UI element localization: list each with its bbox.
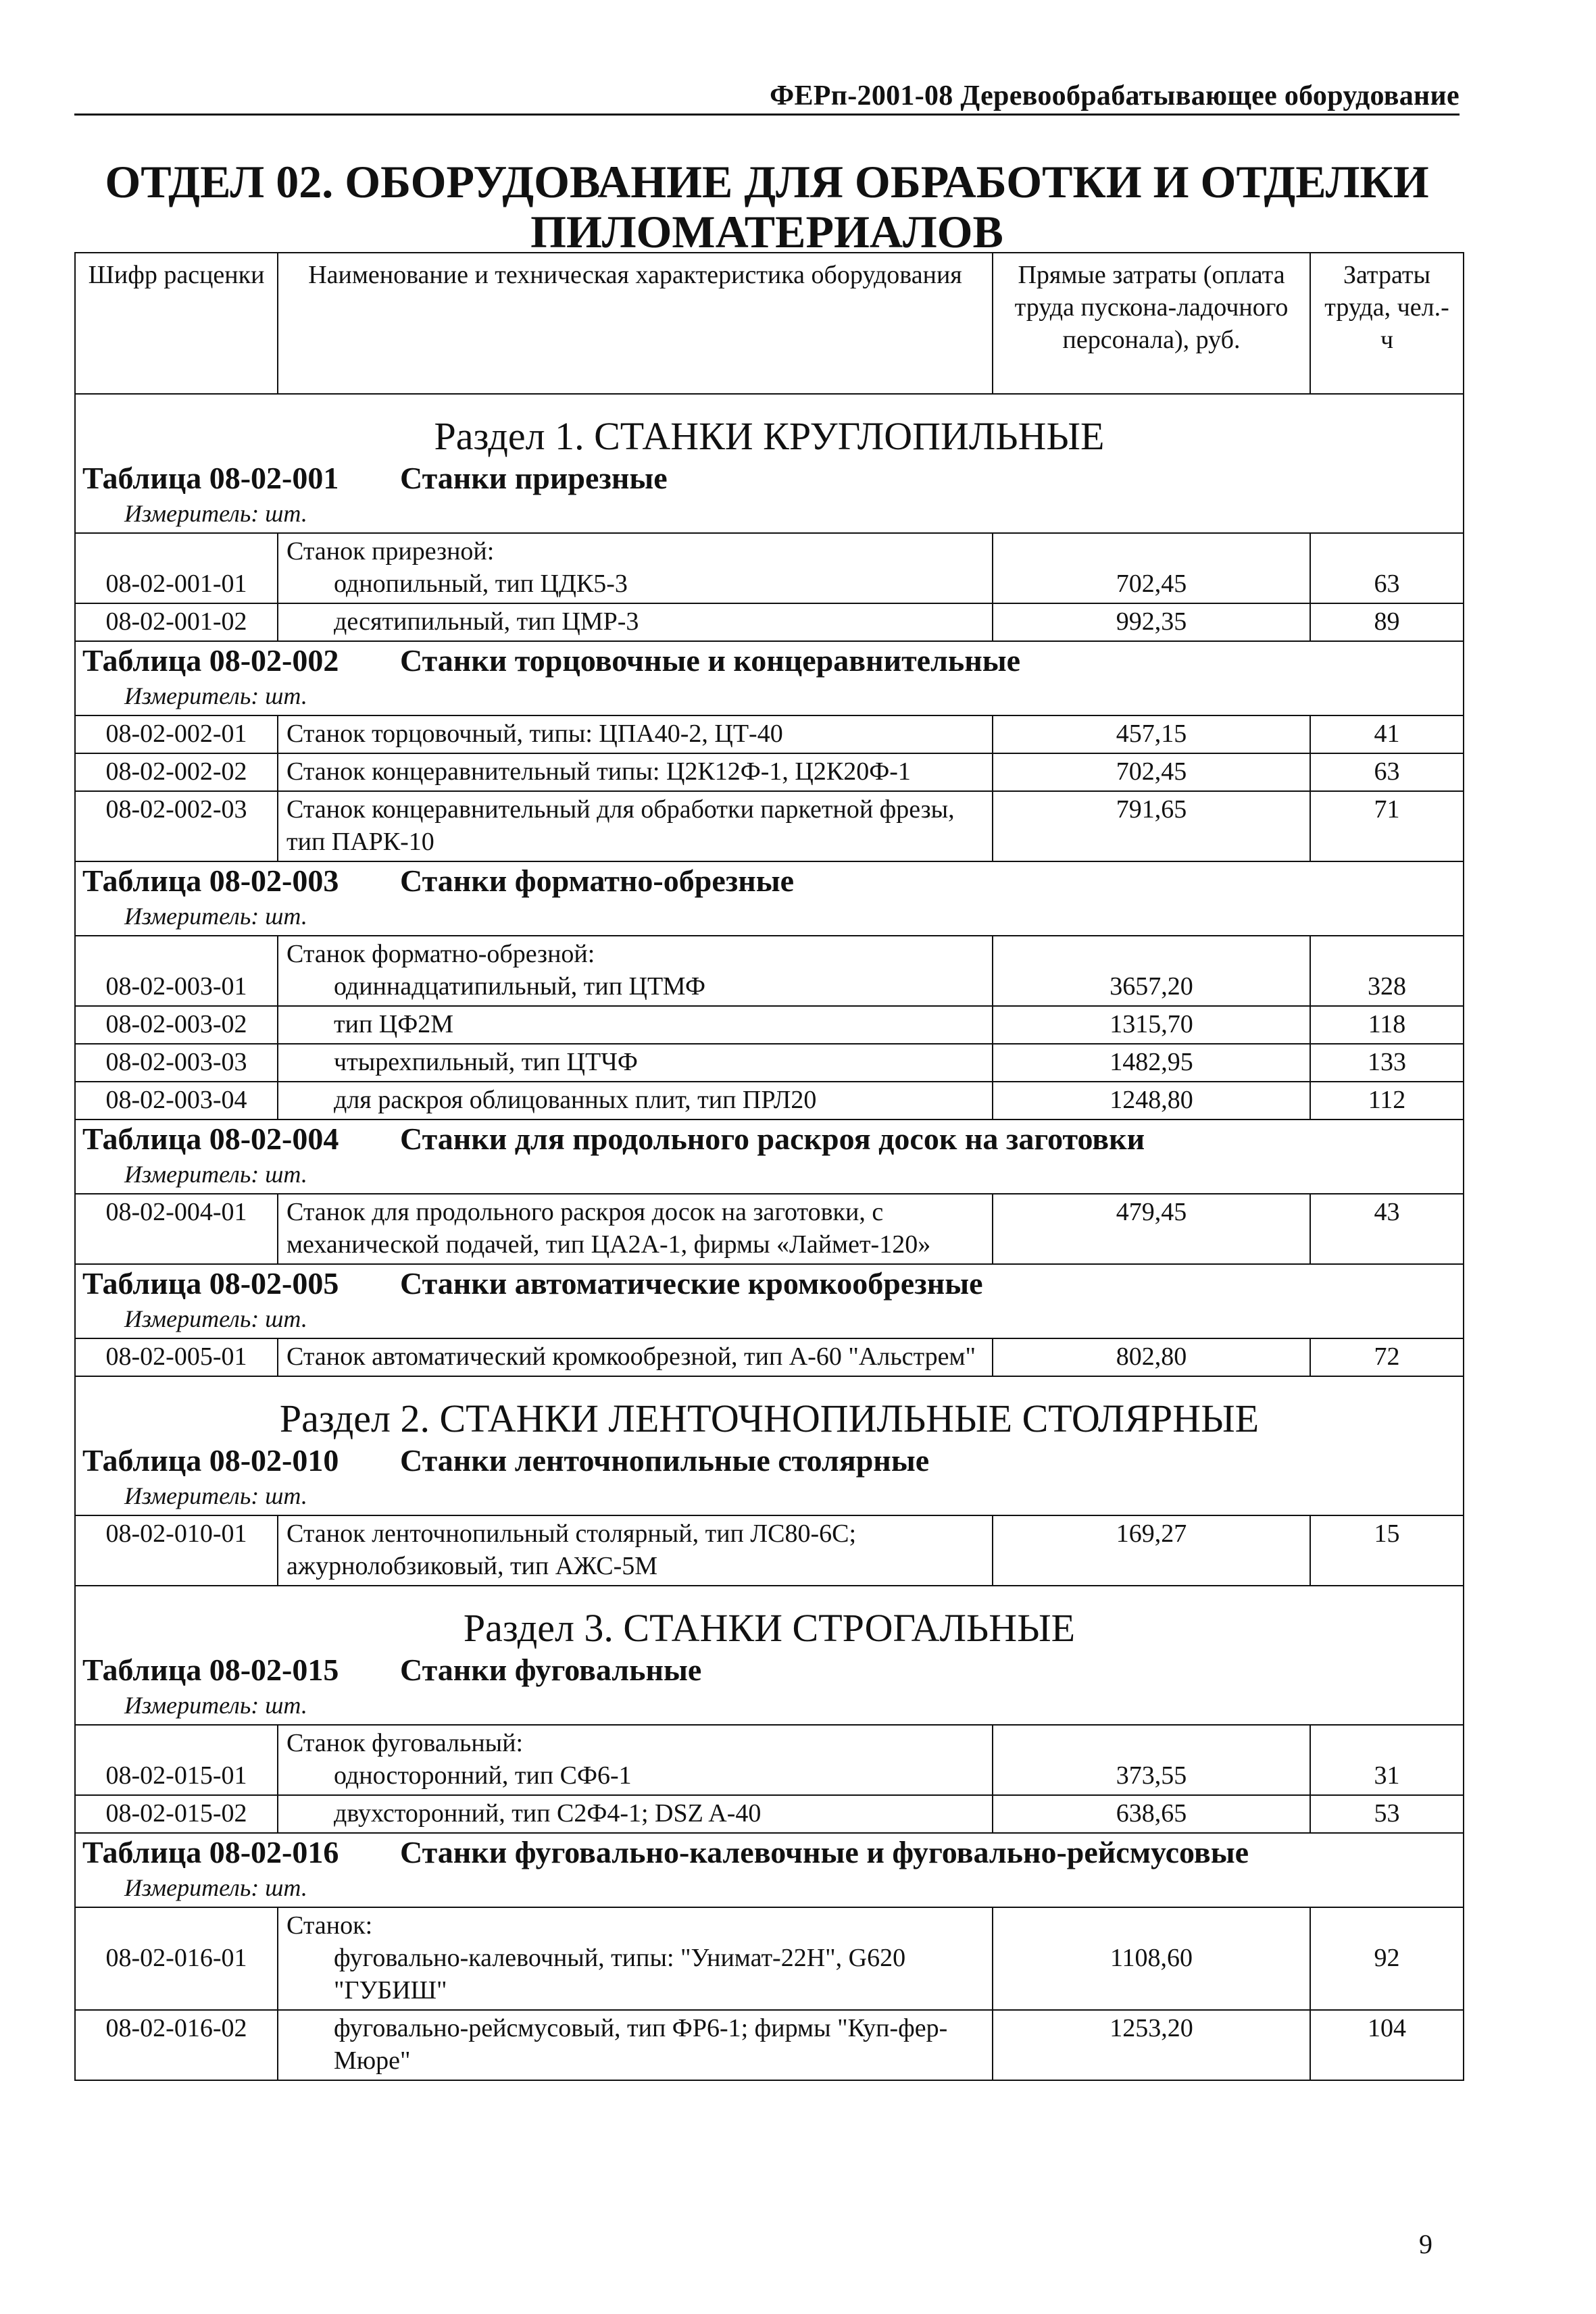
- rate-name: Станок торцовочный, типы: ЦПА40-2, ЦТ-40: [278, 715, 993, 753]
- measure-label: Измеритель:: [124, 1874, 259, 1901]
- rate-name-text: одиннадцатипильный, тип ЦТМФ: [334, 972, 706, 1001]
- rate-cost: 479,45: [993, 1194, 1310, 1264]
- rate-name: Станок автоматический кромкообрезной, тип А-60 "Альстрем": [278, 1338, 993, 1376]
- measure-unit: шт.: [265, 500, 307, 527]
- department-title: ОТДЕЛ 02. ОБОРУДОВАНИЕ ДЛЯ ОБРАБОТКИ И ОТДЕЛКИ ПИЛОМАТЕРИАЛОВ: [105, 156, 1429, 257]
- rate-cost: 1253,20: [993, 2010, 1310, 2080]
- rate-code: 08-02-016-01: [75, 1907, 278, 2010]
- rate-code: 08-02-015-01: [75, 1725, 278, 1795]
- table-title: [76, 1265, 1463, 1303]
- section-title: Раздел 3. СТАНКИ СТРОГАЛЬНЫЕ: [463, 1606, 1076, 1650]
- table-name: Станки ленточнопильные столярные: [400, 1443, 930, 1478]
- table-heading-row: [75, 861, 1464, 936]
- rate-code: 08-02-001-02: [75, 603, 278, 641]
- table-row: [75, 1795, 1464, 1833]
- rate-cost: 1482,95: [993, 1044, 1310, 1082]
- section-row: [75, 1376, 1464, 1515]
- rate-name: [278, 603, 993, 641]
- rate-code: 08-02-003-01: [75, 936, 278, 1006]
- group-label: Станок прирезной:: [286, 537, 495, 565]
- rate-labor: 53: [1310, 1795, 1464, 1833]
- table-number: Таблица 08-02-004: [82, 1122, 339, 1156]
- table-number: Таблица 08-02-001: [82, 461, 339, 495]
- rate-labor: 112: [1310, 1082, 1464, 1120]
- table-name: Станки для продольного раскроя досок на заготовки: [400, 1122, 1145, 1156]
- table-row: [75, 2010, 1464, 2080]
- group-label: Станок форматно-обрезной:: [286, 940, 595, 968]
- table-number: Таблица 08-02-005: [82, 1266, 339, 1301]
- rate-labor: 328: [1310, 936, 1464, 1006]
- measure-line: [76, 1871, 1463, 1907]
- rate-cost: 373,55: [993, 1725, 1310, 1795]
- rate-name: [278, 1044, 993, 1082]
- table-row: [75, 715, 1464, 753]
- page-number: 9: [1419, 2229, 1432, 2259]
- rate-name: [278, 1795, 993, 1833]
- section-row: [75, 394, 1464, 533]
- rate-name: [278, 936, 993, 1006]
- rate-cost: 1248,80: [993, 1082, 1310, 1120]
- measure-line: [76, 1158, 1463, 1193]
- measure-line: [76, 1303, 1463, 1338]
- rate-code: 08-02-002-03: [75, 791, 278, 861]
- rate-name: Станок концеравнительный для обработки паркетной фрезы, тип ПАРК-10: [278, 791, 993, 861]
- rate-name-text: односторонний, тип СФ6-1: [334, 1761, 632, 1790]
- rate-labor: 118: [1310, 1006, 1464, 1044]
- table-row: [75, 1338, 1464, 1376]
- rate-name-text: тип ЦФ2М: [334, 1010, 454, 1038]
- rate-cost: 992,35: [993, 603, 1310, 641]
- rate-labor: 89: [1310, 603, 1464, 641]
- rate-name-text: двухсторонний, тип С2Ф4-1; DSZ A-40: [334, 1799, 762, 1828]
- rate-name: Станок для продольного раскроя досок на заготовки, с механической подачей, тип ЦА2А-1, фирмы «Лаймет-120»: [278, 1194, 993, 1264]
- table-title: [76, 1120, 1463, 1158]
- measure-line: [76, 1689, 1463, 1724]
- table-title: [76, 459, 1463, 497]
- rate-name: Станок ленточнопильный столярный, тип ЛС80-6С; ажурнолобзиковый, тип АЖС-5М: [278, 1515, 993, 1586]
- rate-code: 08-02-016-02: [75, 2010, 278, 2080]
- table-row: [75, 1515, 1464, 1586]
- section-title: Раздел 1. СТАНКИ КРУГЛОПИЛЬНЫЕ: [434, 414, 1105, 458]
- table-row: [75, 1194, 1464, 1264]
- rate-name-text: однопильный, тип ЦДК5-3: [334, 570, 628, 598]
- rate-labor: 63: [1310, 533, 1464, 603]
- rate-labor: 41: [1310, 715, 1464, 753]
- section-row: [75, 1586, 1464, 1725]
- rate-cost: 802,80: [993, 1338, 1310, 1376]
- rate-name-text: фуговально-калевочный, типы: "Унимат-22Н", G620 "ГУБИШ": [334, 1944, 906, 2005]
- table-name: Станки форматно-обрезные: [400, 863, 795, 898]
- rate-labor: 104: [1310, 2010, 1464, 2080]
- measure-label: Измеритель:: [124, 1482, 259, 1509]
- rate-cost: 702,45: [993, 753, 1310, 791]
- measure-line: [76, 497, 1463, 532]
- rate-name: [278, 2010, 993, 2080]
- rate-code: 08-02-003-02: [75, 1006, 278, 1044]
- table-heading-row: [75, 1264, 1464, 1338]
- rate-labor: 71: [1310, 791, 1464, 861]
- table-row: [75, 936, 1464, 1006]
- table-title: [76, 642, 1463, 680]
- table-heading-row: [75, 1120, 1464, 1194]
- table-row: [75, 791, 1464, 861]
- table-name: Станки автоматические кромкообрезные: [400, 1266, 983, 1301]
- rate-labor: 133: [1310, 1044, 1464, 1082]
- column-header-row: [75, 253, 1464, 394]
- measure-label: Измеритель:: [124, 1692, 259, 1719]
- measure-unit: шт.: [265, 1305, 307, 1332]
- rate-code: 08-02-001-01: [75, 533, 278, 603]
- rate-code: 08-02-002-02: [75, 753, 278, 791]
- group-label: Станок фуговальный:: [286, 1729, 524, 1757]
- table-name: Станки торцовочные и концеравнительные: [400, 643, 1021, 678]
- rate-name-text: чтырехпильный, тип ЦТЧФ: [334, 1048, 638, 1076]
- measure-unit: шт.: [265, 1161, 307, 1188]
- table-heading-row: [75, 1833, 1464, 1907]
- measure-unit: шт.: [265, 1874, 307, 1901]
- col-header-name: Наименование и техническая характеристика оборудования: [278, 253, 993, 394]
- table-number: Таблица 08-02-002: [82, 643, 339, 678]
- table-row: [75, 1907, 1464, 2010]
- section-title: Раздел 2. СТАНКИ ЛЕНТОЧНОПИЛЬНЫЕ СТОЛЯРНЫЕ: [279, 1397, 1260, 1440]
- table-number: Таблица 08-02-010: [82, 1443, 339, 1478]
- rate-cost: 702,45: [993, 533, 1310, 603]
- table-row: [75, 533, 1464, 603]
- rate-code: 08-02-003-03: [75, 1044, 278, 1082]
- rate-name: Станок концеравнительный типы: Ц2К12Ф-1, Ц2К20Ф-1: [278, 753, 993, 791]
- measure-label: Измеритель:: [124, 903, 259, 930]
- table-row: [75, 1725, 1464, 1795]
- table-name: Станки фуговальные: [400, 1653, 702, 1687]
- rate-labor: 72: [1310, 1338, 1464, 1376]
- rate-cost: 457,15: [993, 715, 1310, 753]
- rate-cost: 1108,60: [993, 1907, 1310, 2010]
- rate-cost: 3657,20: [993, 936, 1310, 1006]
- col-header-cost: Прямые затраты (оплата труда пускона-ладочного персонала), руб.: [993, 253, 1310, 394]
- table-row: [75, 1006, 1464, 1044]
- table-number: Таблица 08-02-015: [82, 1653, 339, 1687]
- measure-line: [76, 1480, 1463, 1515]
- rate-name-text: десятипильный, тип ЦМР-3: [334, 607, 639, 636]
- rate-name: [278, 533, 993, 603]
- rate-code: 08-02-003-04: [75, 1082, 278, 1120]
- running-header: ФЕРп-2001-08 Деревообрабатывающее оборудование: [770, 80, 1460, 111]
- rate-labor: 31: [1310, 1725, 1464, 1795]
- measure-label: Измеритель:: [124, 500, 259, 527]
- rate-labor: 92: [1310, 1907, 1464, 2010]
- rate-name-text: фуговально-рейсмусовый, тип ФР6-1; фирмы "Куп-фер-Мюре": [334, 2014, 948, 2075]
- rate-labor: 43: [1310, 1194, 1464, 1264]
- rate-code: 08-02-002-01: [75, 715, 278, 753]
- measure-line: [76, 680, 1463, 715]
- rates-table: [74, 252, 1464, 2081]
- rate-code: 08-02-005-01: [75, 1338, 278, 1376]
- rate-labor: 15: [1310, 1515, 1464, 1586]
- rate-name: [278, 1907, 993, 2010]
- table-number: Таблица 08-02-003: [82, 863, 339, 898]
- rate-name: [278, 1082, 993, 1120]
- col-header-code: Шифр расценки: [75, 253, 278, 394]
- rate-name: [278, 1006, 993, 1044]
- rate-name-text: для раскроя облицованных плит, тип ПРЛ20: [334, 1086, 817, 1114]
- table-heading-row: [75, 641, 1464, 715]
- measure-label: Измеритель:: [124, 1305, 259, 1332]
- table-name: Станки фуговально-калевочные и фуговально-рейсмусовые: [400, 1835, 1249, 1869]
- measure-unit: шт.: [265, 1692, 307, 1719]
- measure-line: [76, 900, 1463, 935]
- table-row: [75, 1082, 1464, 1120]
- table-row: [75, 753, 1464, 791]
- measure-unit: шт.: [265, 682, 307, 709]
- table-title: [76, 1834, 1463, 1871]
- header-rule: [74, 114, 1460, 116]
- rate-cost: 169,27: [993, 1515, 1310, 1586]
- table-row: [75, 1044, 1464, 1082]
- measure-unit: шт.: [265, 903, 307, 930]
- rate-code: 08-02-004-01: [75, 1194, 278, 1264]
- table-title: [76, 1651, 1463, 1689]
- rate-labor: 63: [1310, 753, 1464, 791]
- table-title: [76, 862, 1463, 900]
- rate-cost: 1315,70: [993, 1006, 1310, 1044]
- rate-code: 08-02-015-02: [75, 1795, 278, 1833]
- table-row: [75, 603, 1464, 641]
- table-title: [76, 1442, 1463, 1480]
- measure-label: Измеритель:: [124, 1161, 259, 1188]
- measure-label: Измеритель:: [124, 682, 259, 709]
- rate-code: 08-02-010-01: [75, 1515, 278, 1586]
- rate-cost: 791,65: [993, 791, 1310, 861]
- table-name: Станки прирезные: [400, 461, 668, 495]
- group-label: Станок:: [286, 1911, 373, 1940]
- rate-name: [278, 1725, 993, 1795]
- measure-unit: шт.: [265, 1482, 307, 1509]
- rate-cost: 638,65: [993, 1795, 1310, 1833]
- col-header-labor: Затраты труда, чел.-ч: [1310, 253, 1464, 394]
- table-number: Таблица 08-02-016: [82, 1835, 339, 1869]
